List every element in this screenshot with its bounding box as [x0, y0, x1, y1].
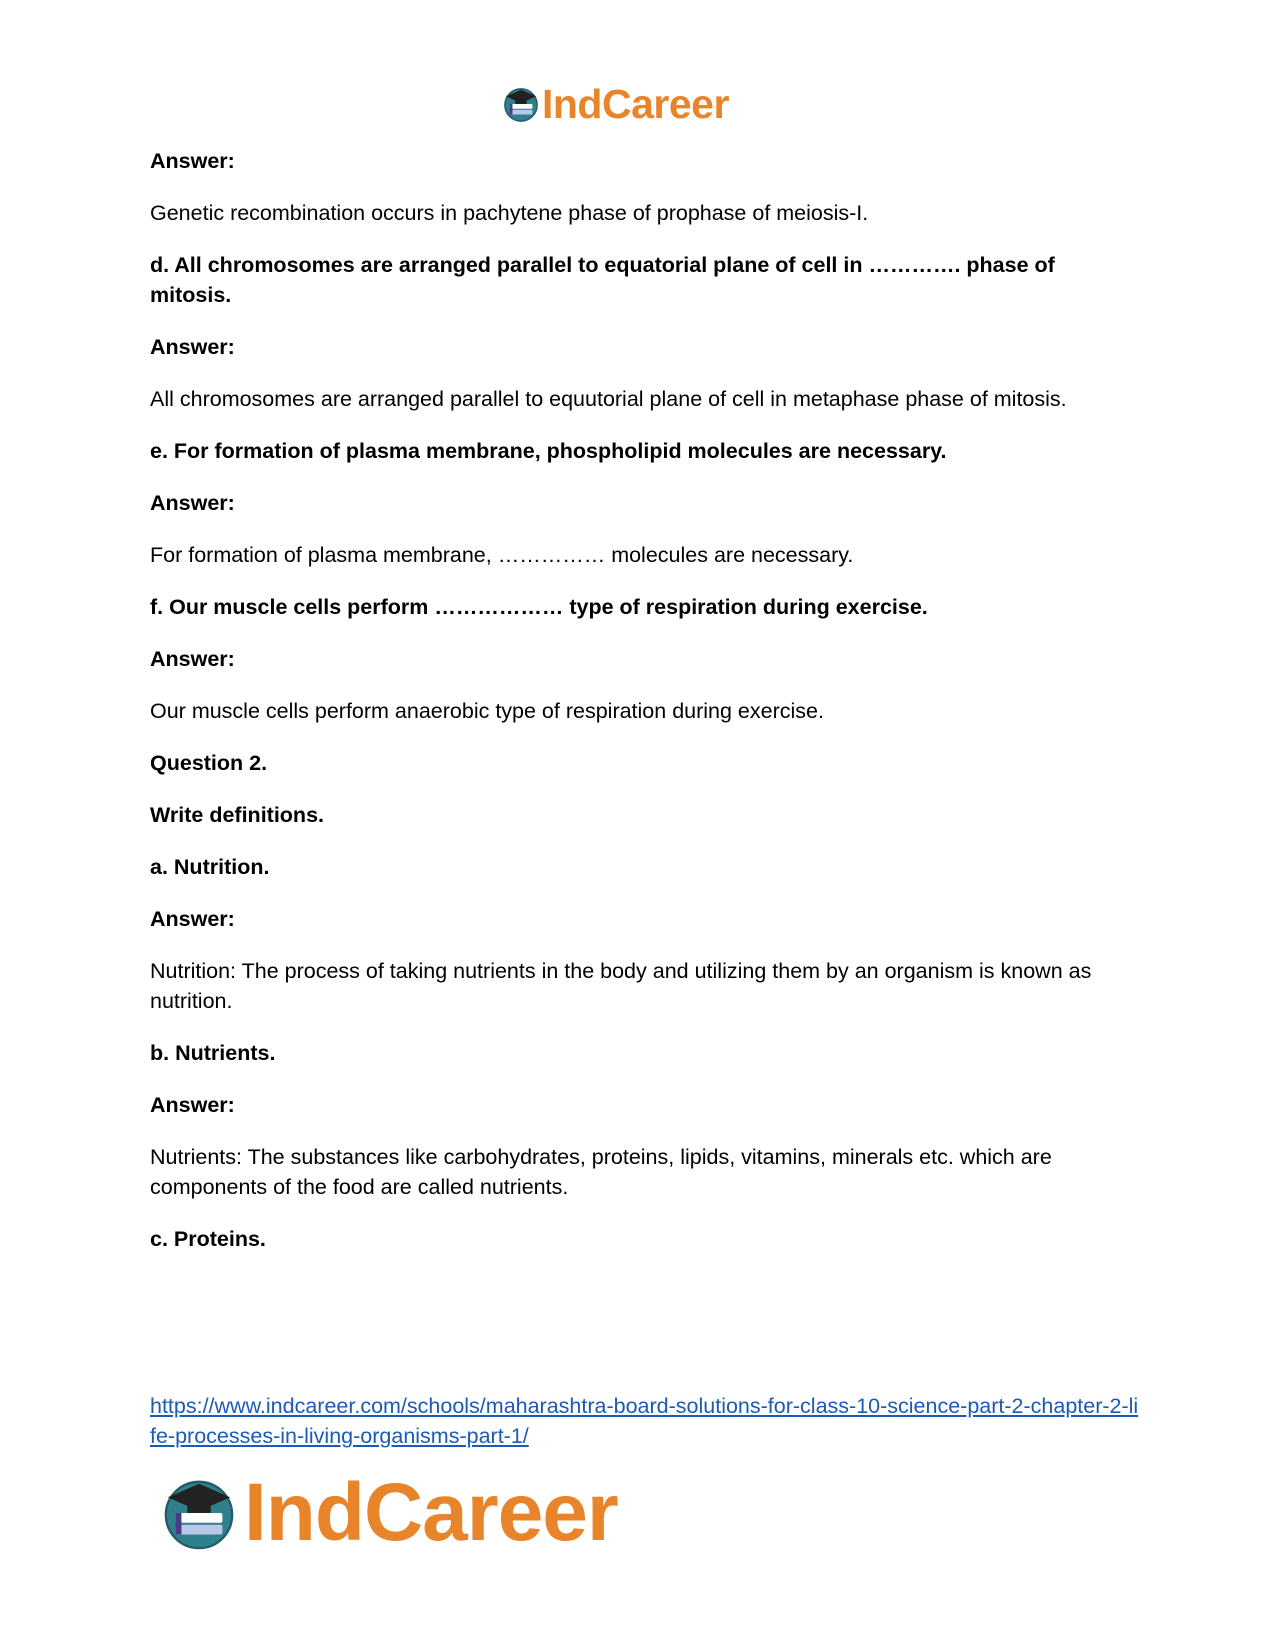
- paragraph: Nutrients: The substances like carbohydrates, proteins, lipids, vitamins, minerals etc. which are components of the food are called nutrients.: [150, 1145, 1052, 1199]
- header-logo: [502, 82, 729, 126]
- paragraph: Our muscle cells perform anaerobic type of respiration during exercise.: [150, 699, 824, 723]
- bold-paragraph: b. Nutrients.: [150, 1041, 276, 1065]
- footer-logo: [160, 1467, 618, 1558]
- bold-paragraph: Answer:: [150, 335, 235, 359]
- bold-paragraph: Answer:: [150, 491, 235, 515]
- paragraph: For formation of plasma membrane, …………… molecules are necessary.: [150, 543, 854, 567]
- paragraph: Nutrition: The process of taking nutrients in the body and utilizing them by an organism is known as nutrition.: [150, 959, 1092, 1013]
- logo-text: IndCareer: [542, 81, 729, 127]
- bold-paragraph: Answer:: [150, 647, 235, 671]
- bold-paragraph: Question 2.: [150, 751, 268, 775]
- logo-text: IndCareer: [244, 1467, 618, 1558]
- graduation-cap-book-icon: [160, 1474, 238, 1552]
- bold-paragraph: a. Nutrition.: [150, 855, 270, 879]
- bold-paragraph: d. All chromosomes are arranged parallel to equatorial plane of cell in …………. phase of mitosis.: [150, 253, 1055, 307]
- bold-paragraph: f. Our muscle cells perform ……………… type of respiration during exercise.: [150, 595, 928, 619]
- bold-paragraph: Answer:: [150, 907, 235, 931]
- source-link[interactable]: https://www.indcareer.com/schools/maharashtra-board-solutions-for-class-10-science-part-2-chapter-2-life-processes-in-living-organisms-part-1/: [150, 1394, 1139, 1448]
- bold-paragraph: Answer:: [150, 149, 235, 173]
- bold-paragraph: c. Proteins.: [150, 1227, 266, 1251]
- paragraph: All chromosomes are arranged parallel to equutorial plane of cell in metaphase phase of mitosis.: [150, 387, 1067, 411]
- bold-paragraph: Write definitions.: [150, 803, 324, 827]
- bold-paragraph: e. For formation of plasma membrane, phospholipid molecules are necessary.: [150, 439, 947, 463]
- document-body: [150, 146, 1130, 1276]
- paragraph: Genetic recombination occurs in pachytene phase of prophase of meiosis-I.: [150, 201, 869, 225]
- bold-paragraph: Answer:: [150, 1093, 235, 1117]
- graduation-cap-book-icon: [502, 85, 540, 123]
